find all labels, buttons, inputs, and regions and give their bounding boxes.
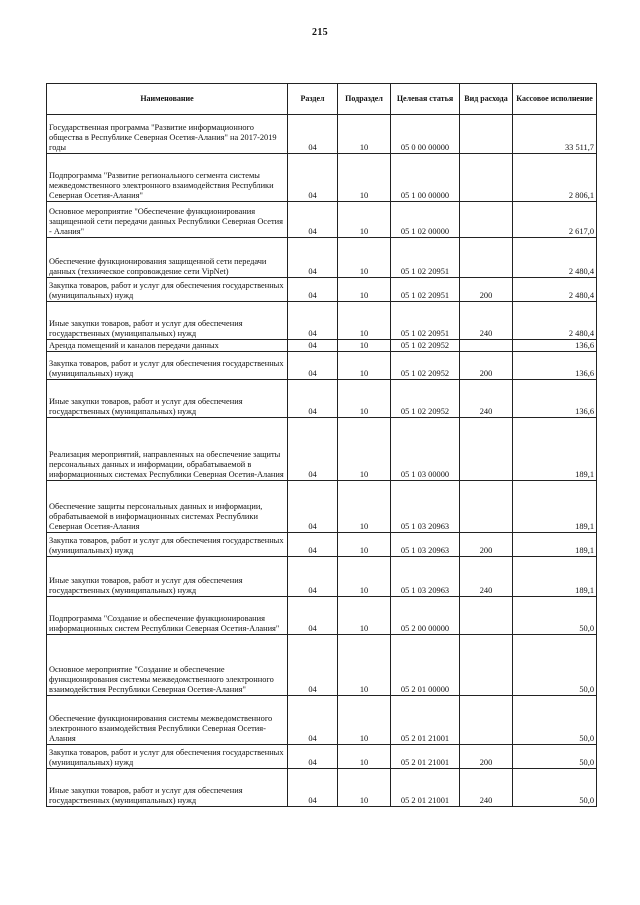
cell-expense-type <box>460 481 513 533</box>
table-header-row <box>47 84 597 115</box>
cell-section: 04 <box>288 154 338 202</box>
cell-name: Обеспечение функционирования системы межведомственного электронного взаимодействия Республики Северная Осетия-Алания <box>47 696 288 745</box>
cell-section: 04 <box>288 352 338 380</box>
cell-subsection: 10 <box>338 352 391 380</box>
cell-subsection: 10 <box>338 115 391 154</box>
cell-name: Подпрограмма "Развитие регионального сегмента системы межведомственного электронного взаимодействия Республики Северная Осетия-Алания" <box>47 154 288 202</box>
cell-name: Закупка товаров, работ и услуг для обеспечения государственных (муниципальных) нужд <box>47 745 288 769</box>
cell-cash-execution: 189,1 <box>513 533 597 557</box>
cell-section: 04 <box>288 481 338 533</box>
cell-expense-type <box>460 340 513 352</box>
cell-section: 04 <box>288 745 338 769</box>
cell-subsection: 10 <box>338 533 391 557</box>
cell-cash-execution: 189,1 <box>513 557 597 597</box>
cell-expense-type <box>460 418 513 481</box>
header-expense-type: Вид расхода <box>460 84 513 115</box>
cell-target-article: 05 1 02 20951 <box>391 238 460 278</box>
cell-target-article: 05 2 01 00000 <box>391 635 460 696</box>
table-row <box>47 340 597 352</box>
cell-cash-execution: 136,6 <box>513 352 597 380</box>
cell-cash-execution: 136,6 <box>513 340 597 352</box>
header-name: Наименование <box>47 84 288 115</box>
cell-cash-execution: 2 480,4 <box>513 238 597 278</box>
cell-expense-type: 240 <box>460 557 513 597</box>
cell-cash-execution: 50,0 <box>513 635 597 696</box>
cell-expense-type: 240 <box>460 769 513 807</box>
cell-name: Иные закупки товаров, работ и услуг для обеспечения государственных (муниципальных) нужд <box>47 380 288 418</box>
cell-expense-type: 200 <box>460 745 513 769</box>
cell-subsection: 10 <box>338 340 391 352</box>
cell-subsection: 10 <box>338 597 391 635</box>
cell-target-article: 05 1 03 00000 <box>391 418 460 481</box>
cell-name: Обеспечение защиты персональных данных и информации, обрабатываемой в информационных системах Республики Северная Осетия-Алания <box>47 481 288 533</box>
cell-target-article: 05 1 02 20951 <box>391 302 460 340</box>
cell-target-article: 05 2 01 21001 <box>391 769 460 807</box>
cell-cash-execution: 2 806,1 <box>513 154 597 202</box>
cell-target-article: 05 1 02 20952 <box>391 340 460 352</box>
cell-expense-type: 240 <box>460 380 513 418</box>
cell-expense-type <box>460 635 513 696</box>
cell-name: Закупка товаров, работ и услуг для обеспечения государственных (муниципальных) нужд <box>47 352 288 380</box>
cell-expense-type <box>460 115 513 154</box>
table-row <box>47 238 597 278</box>
cell-name: Иные закупки товаров, работ и услуг для обеспечения государственных (муниципальных) нужд <box>47 557 288 597</box>
cell-expense-type: 200 <box>460 352 513 380</box>
cell-cash-execution: 33 511,7 <box>513 115 597 154</box>
cell-target-article: 05 1 00 00000 <box>391 154 460 202</box>
cell-expense-type <box>460 154 513 202</box>
cell-name: Основное мероприятие "Создание и обеспечение функционирования системы межведомственного электронного взаимодействия Республики Северная Осетия-Алания" <box>47 635 288 696</box>
cell-target-article: 05 2 01 21001 <box>391 745 460 769</box>
cell-cash-execution: 50,0 <box>513 769 597 807</box>
page-number: 215 <box>312 27 328 38</box>
table-row <box>47 745 597 769</box>
cell-subsection: 10 <box>338 745 391 769</box>
cell-subsection: 10 <box>338 302 391 340</box>
table-row <box>47 380 597 418</box>
cell-section: 04 <box>288 635 338 696</box>
table-row <box>47 418 597 481</box>
cell-name: Обеспечение функционирования защищенной сети передачи данных (техническое сопровождение сети VipNet) <box>47 238 288 278</box>
cell-name: Иные закупки товаров, работ и услуг для обеспечения государственных (муниципальных) нужд <box>47 302 288 340</box>
table-row <box>47 533 597 557</box>
table-row <box>47 635 597 696</box>
cell-target-article: 05 0 00 00000 <box>391 115 460 154</box>
cell-target-article: 05 1 02 20952 <box>391 380 460 418</box>
cell-subsection: 10 <box>338 154 391 202</box>
cell-cash-execution: 2 617,0 <box>513 202 597 238</box>
cell-target-article: 05 1 02 00000 <box>391 202 460 238</box>
cell-section: 04 <box>288 769 338 807</box>
table-row <box>47 481 597 533</box>
cell-target-article: 05 2 01 21001 <box>391 696 460 745</box>
header-subsection: Подраздел <box>338 84 391 115</box>
cell-name: Закупка товаров, работ и услуг для обеспечения государственных (муниципальных) нужд <box>47 533 288 557</box>
cell-section: 04 <box>288 380 338 418</box>
cell-section: 04 <box>288 418 338 481</box>
cell-cash-execution: 189,1 <box>513 418 597 481</box>
budget-table <box>46 83 597 807</box>
cell-cash-execution: 50,0 <box>513 696 597 745</box>
table-row <box>47 202 597 238</box>
cell-expense-type <box>460 696 513 745</box>
cell-expense-type: 200 <box>460 278 513 302</box>
table-row <box>47 302 597 340</box>
cell-cash-execution: 2 480,4 <box>513 302 597 340</box>
cell-cash-execution: 50,0 <box>513 745 597 769</box>
cell-cash-execution: 2 480,4 <box>513 278 597 302</box>
cell-target-article: 05 1 02 20951 <box>391 278 460 302</box>
cell-name: Основное мероприятие "Обеспечение функционирования защищенной сети передачи данных Республики Северная Осетия - Алания" <box>47 202 288 238</box>
table-row <box>47 154 597 202</box>
cell-expense-type <box>460 202 513 238</box>
cell-expense-type <box>460 238 513 278</box>
cell-subsection: 10 <box>338 238 391 278</box>
header-cash-execution: Кассовое исполнение <box>513 84 597 115</box>
cell-subsection: 10 <box>338 635 391 696</box>
cell-section: 04 <box>288 115 338 154</box>
cell-target-article: 05 1 03 20963 <box>391 533 460 557</box>
cell-target-article: 05 1 03 20963 <box>391 481 460 533</box>
cell-section: 04 <box>288 278 338 302</box>
cell-name: Закупка товаров, работ и услуг для обеспечения государственных (муниципальных) нужд <box>47 278 288 302</box>
cell-expense-type: 240 <box>460 302 513 340</box>
cell-expense-type: 200 <box>460 533 513 557</box>
table-row <box>47 769 597 807</box>
cell-section: 04 <box>288 597 338 635</box>
cell-section: 04 <box>288 557 338 597</box>
cell-section: 04 <box>288 533 338 557</box>
cell-section: 04 <box>288 238 338 278</box>
cell-section: 04 <box>288 202 338 238</box>
cell-section: 04 <box>288 696 338 745</box>
cell-target-article: 05 1 02 20952 <box>391 352 460 380</box>
cell-section: 04 <box>288 340 338 352</box>
cell-subsection: 10 <box>338 696 391 745</box>
cell-expense-type <box>460 597 513 635</box>
table-row <box>47 557 597 597</box>
cell-cash-execution: 189,1 <box>513 481 597 533</box>
cell-name: Государственная программа "Развитие информационного общества в Республике Северная Осетия-Алания" на 2017-2019 годы <box>47 115 288 154</box>
cell-cash-execution: 136,6 <box>513 380 597 418</box>
table-row <box>47 597 597 635</box>
cell-subsection: 10 <box>338 202 391 238</box>
table-row <box>47 278 597 302</box>
header-target-article: Целевая статья <box>391 84 460 115</box>
cell-subsection: 10 <box>338 769 391 807</box>
header-section: Раздел <box>288 84 338 115</box>
cell-cash-execution: 50,0 <box>513 597 597 635</box>
cell-name: Иные закупки товаров, работ и услуг для обеспечения государственных (муниципальных) нужд <box>47 769 288 807</box>
cell-subsection: 10 <box>338 380 391 418</box>
cell-subsection: 10 <box>338 557 391 597</box>
cell-section: 04 <box>288 302 338 340</box>
cell-name: Аренда помещений и каналов передачи данных <box>47 340 288 352</box>
table-body <box>47 115 597 807</box>
cell-subsection: 10 <box>338 418 391 481</box>
cell-subsection: 10 <box>338 481 391 533</box>
cell-subsection: 10 <box>338 278 391 302</box>
cell-target-article: 05 2 00 00000 <box>391 597 460 635</box>
cell-name: Подпрограмма "Создание и обеспечение функционирования информационных систем Республики Северная Осетия-Алания" <box>47 597 288 635</box>
table-row <box>47 696 597 745</box>
cell-name: Реализация мероприятий, направленных на обеспечение защиты персональных данных и информации, обрабатываемой в информационных системах Республики Северная Осетия-Алания <box>47 418 288 481</box>
cell-target-article: 05 1 03 20963 <box>391 557 460 597</box>
table-row <box>47 352 597 380</box>
table-row <box>47 115 597 154</box>
